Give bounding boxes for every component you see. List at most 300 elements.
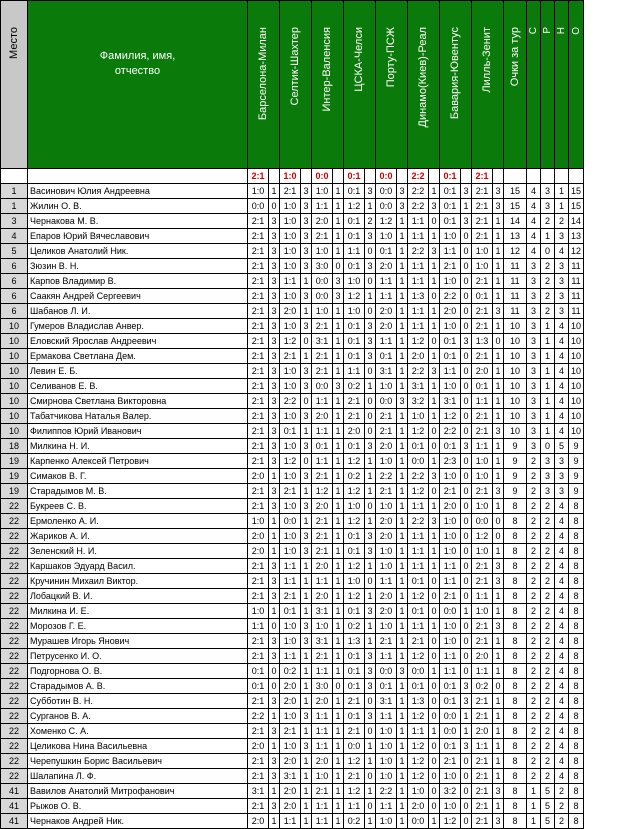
score-cell: 2:1	[248, 274, 269, 289]
score-cell: 2:1	[248, 304, 269, 319]
place-cell: 22	[1, 529, 28, 544]
table-row	[1, 199, 584, 214]
total-cell: 9	[504, 454, 527, 469]
score-cell: 3:0	[312, 679, 333, 694]
score-cell: 0:0	[376, 184, 397, 199]
place-cell: 3	[1, 214, 28, 229]
score-cell: 3:1	[312, 334, 333, 349]
total-cell: 8	[569, 619, 584, 634]
score-cell: 2:1	[312, 784, 333, 799]
score-cell: 2:1	[376, 424, 397, 439]
total-cell: 2	[527, 739, 541, 754]
points-cell: 3	[269, 694, 280, 709]
points-cell: 1	[461, 604, 472, 619]
total-cell: 4	[555, 574, 569, 589]
points-cell: 3	[365, 349, 376, 364]
points-cell: 1	[333, 469, 344, 484]
points-cell: 1	[333, 304, 344, 319]
points-cell: 3	[429, 364, 440, 379]
match-header: Бавария-Ювентус	[440, 1, 472, 169]
score-cell: 2:1	[248, 229, 269, 244]
score-cell: 1:2	[408, 754, 429, 769]
points-cell: 1	[493, 409, 504, 424]
score-cell: 1:0	[408, 409, 429, 424]
total-cell: 4	[555, 424, 569, 439]
total-cell: 4	[555, 709, 569, 724]
points-cell: 3	[397, 664, 408, 679]
points-cell: 0	[461, 514, 472, 529]
table-row	[1, 814, 584, 829]
points-cell: 1	[493, 664, 504, 679]
total-cell: 1	[541, 319, 555, 334]
score-cell: 1:1	[376, 649, 397, 664]
score-cell: 2:0	[280, 679, 301, 694]
points-cell: 3	[269, 364, 280, 379]
score-cell: 2:0	[312, 499, 333, 514]
score-cell: 1:2	[344, 559, 365, 574]
name-cell: Филиппов Юрий Иванович	[28, 424, 248, 439]
score-cell: 1:1	[312, 454, 333, 469]
total-cell: 8	[504, 739, 527, 754]
points-cell: 1	[269, 184, 280, 199]
score-cell: 1:1	[408, 499, 429, 514]
points-cell: 3	[493, 184, 504, 199]
place-cell: 22	[1, 649, 28, 664]
score-cell: 0:1	[248, 679, 269, 694]
match-header: Барселона-Милан	[248, 1, 280, 169]
place-cell: 22	[1, 499, 28, 514]
score-cell: 1:0	[344, 574, 365, 589]
total-cell: 4	[555, 559, 569, 574]
table-row	[1, 214, 584, 229]
score-cell: 1:0	[280, 499, 301, 514]
score-cell: 0:1	[440, 679, 461, 694]
score-cell: 1:0	[472, 499, 493, 514]
table-row	[1, 559, 584, 574]
total-cell: 4	[555, 634, 569, 649]
score-cell: 1:1	[376, 289, 397, 304]
total-cell: 2	[541, 769, 555, 784]
place-cell: 6	[1, 274, 28, 289]
score-cell: 0:1	[440, 739, 461, 754]
points-cell: 1	[461, 724, 472, 739]
points-cell: 3	[269, 424, 280, 439]
score-cell: 3:0	[312, 259, 333, 274]
name-cell: Ермоленко А. И.	[28, 514, 248, 529]
total-cell: 2	[527, 664, 541, 679]
score-cell: 1:0	[440, 319, 461, 334]
points-cell: 0	[365, 274, 376, 289]
score-cell: 3:1	[312, 604, 333, 619]
table-row	[1, 619, 584, 634]
score-cell: 1:0	[248, 604, 269, 619]
name-cell: Симаков В. Г.	[28, 469, 248, 484]
score-cell: 2:2	[408, 469, 429, 484]
points-cell: 1	[397, 694, 408, 709]
points-cell: 0	[461, 544, 472, 559]
points-cell: 1	[397, 709, 408, 724]
points-cell: 3	[301, 739, 312, 754]
points-cell: 1	[429, 349, 440, 364]
score-cell: 1:1	[408, 319, 429, 334]
score-cell: 1:1	[376, 799, 397, 814]
points-cell: 1	[493, 274, 504, 289]
score-cell: 0:1	[344, 319, 365, 334]
place-cell: 22	[1, 604, 28, 619]
points-cell: 1	[397, 244, 408, 259]
score-cell: 1:0	[280, 439, 301, 454]
points-cell: 0	[429, 649, 440, 664]
points-cell: 0	[365, 244, 376, 259]
points-cell: 1	[493, 379, 504, 394]
name-cell: Мурашев Игорь Янович	[28, 634, 248, 649]
score-cell: 1:1	[408, 529, 429, 544]
points-cell: 1	[429, 529, 440, 544]
score-cell: 1:0	[344, 304, 365, 319]
points-cell: 0	[461, 274, 472, 289]
points-cell: 3	[333, 289, 344, 304]
score-cell: 1:1	[312, 424, 333, 439]
total-cell: 12	[504, 244, 527, 259]
points-cell: 3	[301, 499, 312, 514]
points-cell: 1	[333, 199, 344, 214]
table-row	[1, 604, 584, 619]
points-cell: 3	[365, 529, 376, 544]
points-cell: 1	[493, 364, 504, 379]
score-cell: 1:0	[472, 244, 493, 259]
score-cell: 2:2	[408, 184, 429, 199]
score-cell: 2:0	[248, 544, 269, 559]
points-cell: 1	[493, 214, 504, 229]
score-cell: 1:1	[376, 709, 397, 724]
total-cell: 8	[504, 769, 527, 784]
total-cell: 11	[569, 304, 584, 319]
points-cell: 3	[269, 559, 280, 574]
total-cell: 3	[527, 424, 541, 439]
score-cell: 1:0	[312, 244, 333, 259]
score-cell: 0:1	[440, 439, 461, 454]
points-cell: 1	[429, 409, 440, 424]
points-cell: 0	[269, 619, 280, 634]
score-cell: 1:0	[440, 514, 461, 529]
points-cell: 1	[397, 679, 408, 694]
points-cell: 1	[333, 514, 344, 529]
total-cell: 5	[541, 814, 555, 829]
points-cell: 3	[461, 184, 472, 199]
points-cell: 0	[429, 574, 440, 589]
points-cell: 0	[365, 364, 376, 379]
score-cell: 2:1	[472, 409, 493, 424]
score-cell: 0:0	[440, 709, 461, 724]
total-cell: 2	[541, 544, 555, 559]
total-cell: 15	[504, 184, 527, 199]
name-cell: Букреев С. В.	[28, 499, 248, 514]
points-cell: 0	[493, 679, 504, 694]
points-cell: 1	[301, 604, 312, 619]
points-cell: 0	[461, 499, 472, 514]
points-cell: 1	[333, 604, 344, 619]
score-cell: 0:2	[344, 814, 365, 829]
total-cell: 10	[504, 364, 527, 379]
name-cell: Сурганов В. А.	[28, 709, 248, 724]
points-cell: 0	[461, 424, 472, 439]
points-cell: 3	[269, 319, 280, 334]
points-cell: 3	[269, 394, 280, 409]
total-cell: 4	[555, 604, 569, 619]
total-cell: 1	[541, 379, 555, 394]
table-row	[1, 634, 584, 649]
name-cell: Епаров Юрий Вячеславович	[28, 229, 248, 244]
score-cell: 1:1	[440, 364, 461, 379]
score-cell: 1:2	[344, 199, 365, 214]
table-row	[1, 319, 584, 334]
score-cell: 2:1	[248, 394, 269, 409]
score-cell: 1:2	[280, 334, 301, 349]
points-cell: 1	[333, 529, 344, 544]
score-cell: 2:1	[280, 484, 301, 499]
points-cell: 1	[301, 424, 312, 439]
score-cell: 1:0	[280, 619, 301, 634]
total-cell: 4	[527, 214, 541, 229]
points-cell: 3	[493, 784, 504, 799]
score-cell: 0:1	[344, 529, 365, 544]
name-cell: Кручинин Михаил Виктор.	[28, 574, 248, 589]
total-cell: 8	[569, 709, 584, 724]
total-cell: 8	[504, 679, 527, 694]
place-cell: 22	[1, 754, 28, 769]
score-cell: 1:1	[312, 664, 333, 679]
score-cell: 1:0	[440, 379, 461, 394]
points-cell: 1	[365, 814, 376, 829]
total-cell: 1	[541, 229, 555, 244]
place-cell: 18	[1, 439, 28, 454]
score-cell: 2:0	[376, 304, 397, 319]
score-cell: 0:1	[440, 334, 461, 349]
points-cell: 1	[365, 469, 376, 484]
name-cell: Жариков А. И.	[28, 529, 248, 544]
total-cell: 3	[555, 469, 569, 484]
points-cell: 1	[397, 604, 408, 619]
total-cell: 4	[555, 364, 569, 379]
score-cell: 1:1	[312, 199, 333, 214]
total-cell: 4	[527, 184, 541, 199]
name-cell: Субботин В. Н.	[28, 694, 248, 709]
total-cell: 15	[504, 199, 527, 214]
total-cell: 8	[569, 754, 584, 769]
score-cell: 0:1	[344, 649, 365, 664]
score-cell: 2:1	[344, 724, 365, 739]
name-cell: Лобацкий В. И.	[28, 589, 248, 604]
score-cell: 0:1	[312, 439, 333, 454]
points-cell: 1	[301, 589, 312, 604]
score-cell: 1:2	[472, 529, 493, 544]
total-cell: 3	[541, 454, 555, 469]
total-cell: 2	[527, 454, 541, 469]
score-cell: 0:0	[280, 514, 301, 529]
match-result: 2:1	[472, 169, 493, 184]
score-cell: 1:2	[408, 739, 429, 754]
points-cell: 1	[333, 664, 344, 679]
points-cell: 0	[429, 334, 440, 349]
points-cell: 1	[493, 229, 504, 244]
total-cell: 4	[555, 679, 569, 694]
name-cell: Целиков Анатолий Ник.	[28, 244, 248, 259]
points-cell: 0	[429, 769, 440, 784]
total-cell: 9	[504, 469, 527, 484]
points-cell: 3	[461, 334, 472, 349]
score-cell: 1:0	[376, 619, 397, 634]
match-result: 0:0	[312, 169, 333, 184]
score-cell: 2:1	[280, 184, 301, 199]
points-cell: 0	[461, 364, 472, 379]
points-cell: 3	[301, 199, 312, 214]
place-cell: 22	[1, 769, 28, 784]
score-cell: 2:1	[376, 484, 397, 499]
total-cell: 2	[527, 544, 541, 559]
total-cell: 10	[504, 349, 527, 364]
points-cell: 0	[301, 454, 312, 469]
score-cell: 3:2	[440, 784, 461, 799]
score-cell: 2:1	[280, 589, 301, 604]
points-cell: 3	[429, 469, 440, 484]
total-cell: 4	[555, 589, 569, 604]
place-cell: 10	[1, 394, 28, 409]
match-result: 1:0	[280, 169, 301, 184]
total-cell: 1	[555, 199, 569, 214]
points-cell: 0	[333, 679, 344, 694]
score-cell: 3:2	[408, 394, 429, 409]
score-cell: 2:1	[440, 589, 461, 604]
points-cell: 1	[333, 319, 344, 334]
score-cell: 0:1	[344, 184, 365, 199]
points-cell: 0	[365, 304, 376, 319]
points-header: О	[569, 1, 584, 169]
points-cell: 1	[397, 499, 408, 514]
points-cell: 1	[429, 559, 440, 574]
points-cell: 3	[397, 184, 408, 199]
score-cell: 2:0	[472, 724, 493, 739]
points-cell: 1	[397, 274, 408, 289]
points-cell: 0	[429, 289, 440, 304]
total-cell: 3	[527, 274, 541, 289]
points-cell: 1	[429, 814, 440, 829]
points-cell: 1	[493, 709, 504, 724]
total-cell: 2	[527, 499, 541, 514]
total-cell: 10	[504, 319, 527, 334]
score-cell: 2:1	[248, 754, 269, 769]
total-cell: 4	[555, 334, 569, 349]
score-cell: 1:2	[344, 784, 365, 799]
points-cell: 1	[301, 514, 312, 529]
score-cell: 0:1	[344, 439, 365, 454]
total-cell: 8	[504, 559, 527, 574]
total-cell: 11	[504, 274, 527, 289]
points-cell: 1	[333, 184, 344, 199]
points-cell: 0	[429, 439, 440, 454]
points-cell: 3	[301, 379, 312, 394]
match-result: 0:1	[440, 169, 461, 184]
total-cell: 8	[569, 664, 584, 679]
score-cell: 2:0	[376, 529, 397, 544]
score-cell: 1:1	[376, 574, 397, 589]
points-cell: 1	[397, 649, 408, 664]
total-cell: 2	[527, 529, 541, 544]
points-cell: 1	[301, 814, 312, 829]
score-cell: 0:0	[440, 604, 461, 619]
total-cell: 2	[527, 649, 541, 664]
points-cell: 3	[429, 199, 440, 214]
score-cell: 2:1	[472, 634, 493, 649]
points-cell: 3	[333, 274, 344, 289]
points-cell: 1	[493, 769, 504, 784]
score-cell: 0:1	[344, 214, 365, 229]
points-cell: 1	[397, 724, 408, 739]
losses-header: Н	[555, 1, 569, 169]
points-cell: 1	[493, 634, 504, 649]
score-cell: 1:1	[440, 649, 461, 664]
name-cell: Милкина И. Е.	[28, 604, 248, 619]
points-cell: 1	[493, 604, 504, 619]
score-cell: 1:0	[280, 739, 301, 754]
score-cell: 0:1	[376, 349, 397, 364]
score-cell: 2:1	[472, 559, 493, 574]
table-row	[1, 469, 584, 484]
score-cell: 1:0	[248, 184, 269, 199]
points-cell: 1	[397, 349, 408, 364]
total-cell: 4	[555, 664, 569, 679]
score-cell: 2:1	[472, 199, 493, 214]
place-cell: 10	[1, 349, 28, 364]
points-cell: 0	[493, 529, 504, 544]
total-cell: 8	[569, 589, 584, 604]
score-cell: 1:2	[408, 484, 429, 499]
table-row	[1, 499, 584, 514]
total-cell: 1	[541, 424, 555, 439]
place-cell: 10	[1, 364, 28, 379]
score-cell: 2:0	[376, 439, 397, 454]
points-cell: 1	[397, 739, 408, 754]
total-cell: 2	[527, 574, 541, 589]
name-cell: Старадымов А. В.	[28, 679, 248, 694]
points-cell: 3	[269, 349, 280, 364]
header-row	[1, 1, 584, 169]
points-cell: 1	[333, 709, 344, 724]
score-cell: 0:1	[472, 289, 493, 304]
total-cell: 3	[541, 469, 555, 484]
score-cell: 2:1	[472, 229, 493, 244]
total-cell: 4	[555, 694, 569, 709]
total-cell: 8	[569, 604, 584, 619]
match-header: Интер-Валенсия	[312, 1, 344, 169]
score-cell: 2:1	[472, 784, 493, 799]
score-cell: 2:1	[472, 349, 493, 364]
score-cell: 1:0	[376, 454, 397, 469]
total-cell: 4	[527, 199, 541, 214]
table-row	[1, 379, 584, 394]
total-cell: 2	[541, 709, 555, 724]
score-cell: 1:1	[408, 544, 429, 559]
score-cell: 1:0	[312, 619, 333, 634]
score-cell: 2:2	[440, 289, 461, 304]
total-cell: 2	[541, 664, 555, 679]
points-cell: 1	[397, 619, 408, 634]
points-cell: 3	[429, 244, 440, 259]
total-cell: 1	[541, 349, 555, 364]
points-cell: 1	[269, 514, 280, 529]
table-row	[1, 679, 584, 694]
table-row	[1, 529, 584, 544]
points-cell: 1	[365, 289, 376, 304]
